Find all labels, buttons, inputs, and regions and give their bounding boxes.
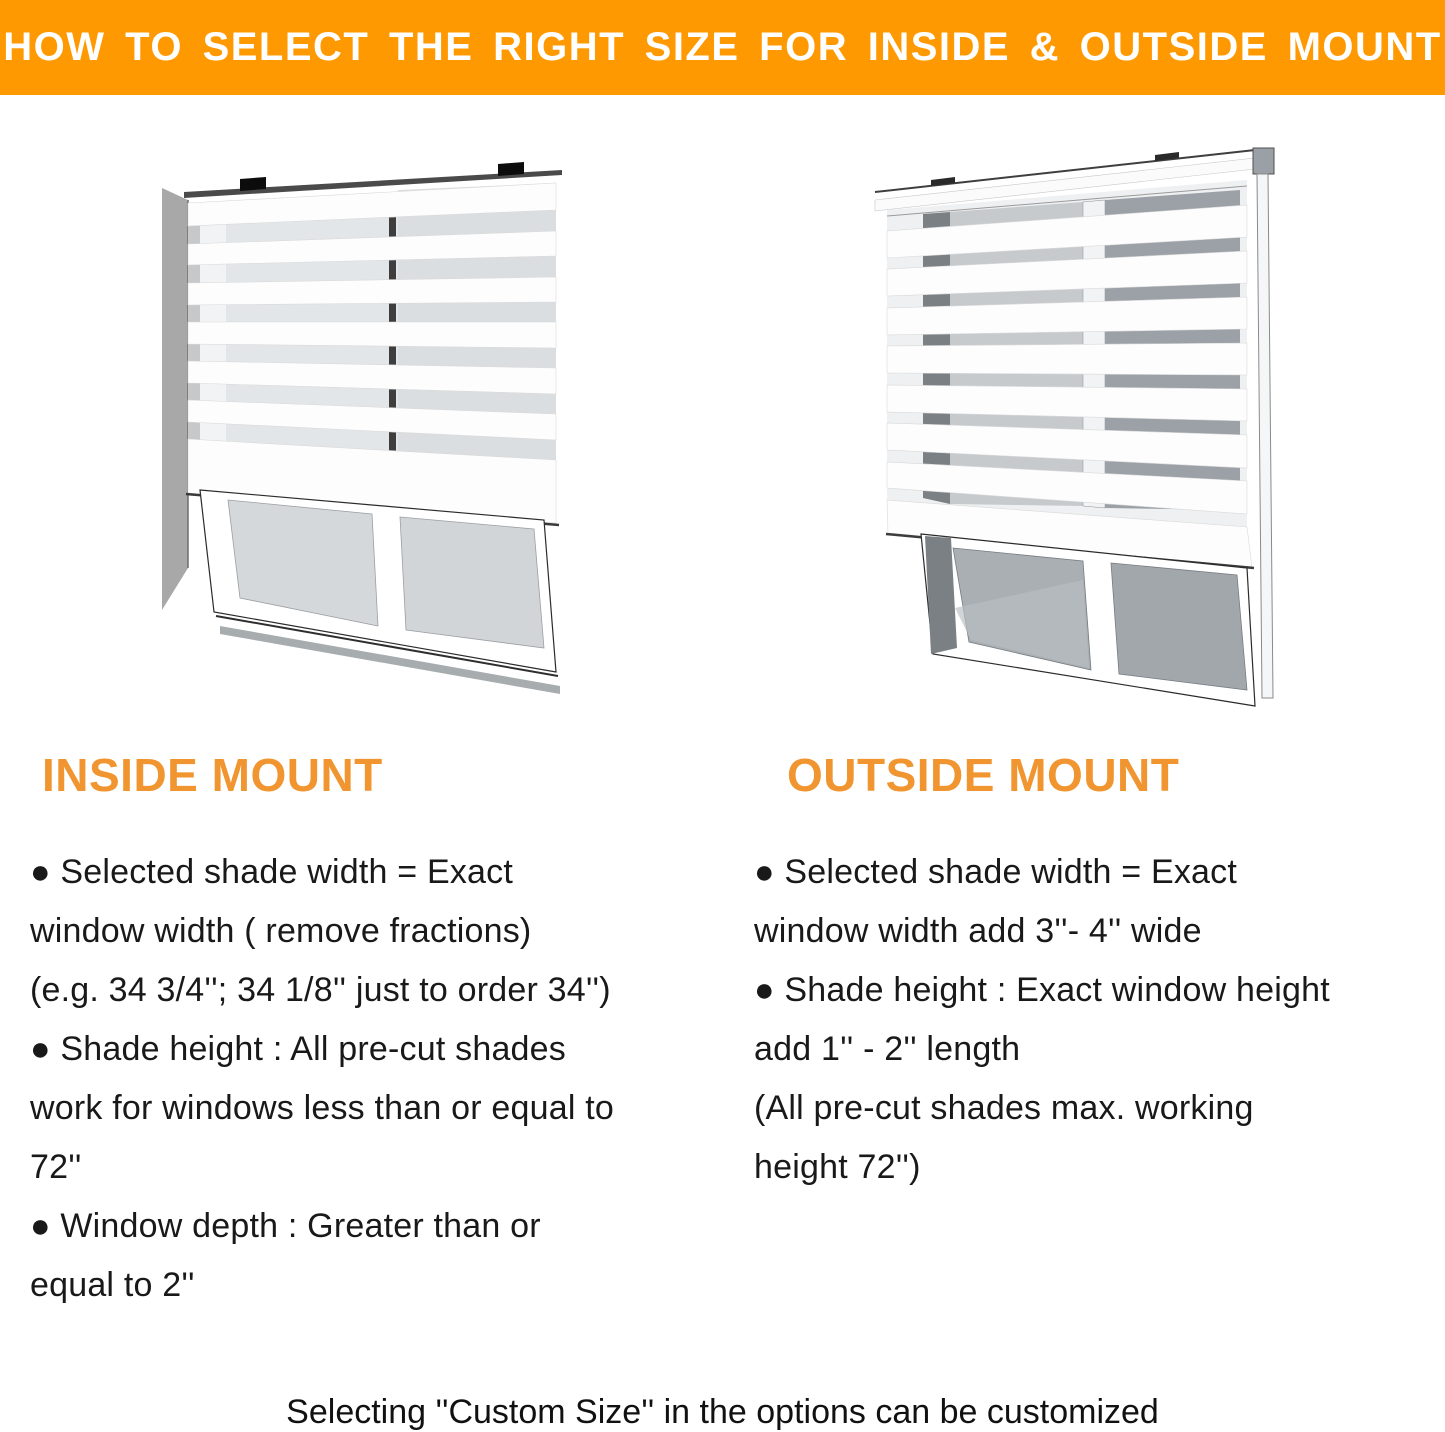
text-line: work for windows less than or equal to — [30, 1089, 614, 1127]
page-title: HOW TO SELECT THE RIGHT SIZE FOR INSIDE & OUTSIDE MOUNT — [3, 25, 1442, 69]
outside-mount-instructions — [754, 843, 1444, 1197]
text-line: ● Window depth : Greater than or — [30, 1207, 541, 1245]
inside-mount-heading: INSIDE MOUNT — [42, 749, 383, 801]
title-banner — [0, 0, 1445, 95]
text-line: ● Selected shade width = Exact — [754, 853, 1237, 891]
window-lower-panes — [200, 490, 560, 694]
outside-mount-heading: OUTSIDE MOUNT — [787, 749, 1180, 801]
text-line: (e.g. 34 3/4''; 34 1/8'' just to order 34'') — [30, 971, 611, 1009]
text-line: window width add 3''- 4'' wide — [754, 912, 1202, 950]
text-line: ● Shade height : Exact window height — [754, 971, 1330, 1009]
text-line: ● Shade height : All pre-cut shades — [30, 1030, 566, 1068]
outside-mount-figure — [855, 140, 1295, 730]
text-line: add 1'' - 2'' length — [754, 1030, 1021, 1068]
headrail-end-cap — [1253, 148, 1274, 174]
text-line: equal to 2'' — [30, 1266, 195, 1304]
text-line: height 72'') — [754, 1148, 921, 1186]
inside-mount-illustration — [148, 148, 578, 728]
wall-edge — [162, 188, 188, 610]
custom-size-note: Selecting ''Custom Size'' in the options can be customized — [286, 1393, 1159, 1431]
mounting-clip-icon — [498, 162, 524, 176]
mounting-clip-icon — [240, 177, 266, 191]
side-rail — [1257, 174, 1273, 698]
text-line: 72'' — [30, 1148, 82, 1186]
inside-mount-instructions — [30, 843, 730, 1315]
text-line: (All pre-cut shades max. working — [754, 1089, 1254, 1127]
inside-mount-figure — [148, 148, 578, 728]
text-line: window width ( remove fractions) — [30, 912, 532, 950]
text-line: ● Selected shade width = Exact — [30, 853, 513, 891]
outside-mount-illustration — [855, 140, 1295, 730]
